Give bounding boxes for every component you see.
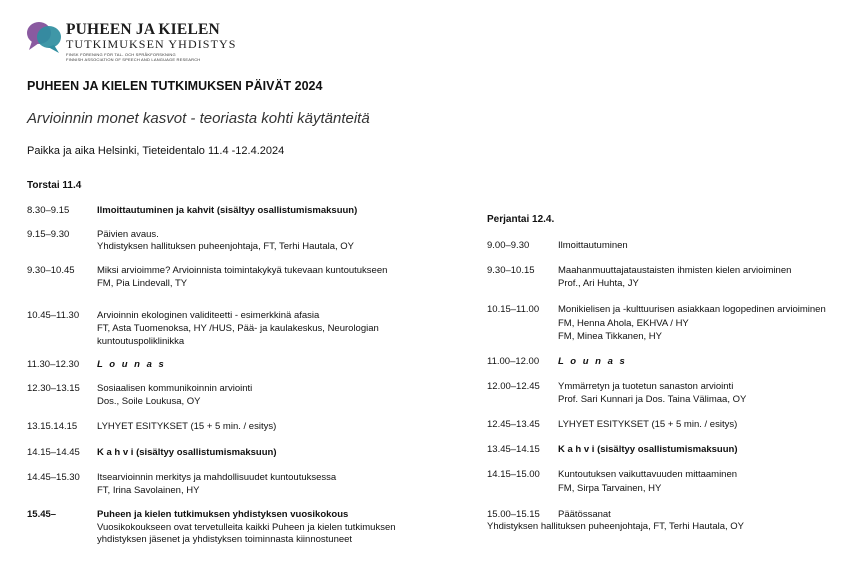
closing-note bbox=[487, 521, 744, 533]
row-text: FM, Pia Lindevall, TY bbox=[97, 278, 188, 289]
row-text: FM, Henna Ahola, EKHVA / HY bbox=[558, 318, 689, 329]
row-text: yhdistyksen jäsenet ja yhdistyksen toiminnasta kiinnostuneet bbox=[97, 534, 353, 545]
row-text: Päivien avaus. bbox=[97, 229, 159, 240]
closing-note-text: Yhdistyksen hallituksen puheenjohtaja, FT, Terhi Hautala, OY bbox=[487, 521, 745, 532]
row-text: FT, Asta Tuomenoksa, HY /HUS, Pää- ja kaulakeskus, Neurologian bbox=[97, 323, 379, 334]
row-time: 12.45–13.45 bbox=[487, 419, 540, 430]
row-time: 9.30–10.15 bbox=[487, 265, 535, 276]
row-time: 9.15–9.30 bbox=[27, 229, 70, 240]
row-text: L o u n a s bbox=[97, 359, 166, 370]
row-time: 12.00–12.45 bbox=[487, 381, 540, 392]
day2-title: Perjantai 12.4. bbox=[487, 214, 555, 225]
row-text: Ilmoittautuminen ja kahvit (sisältyy osallistumismaksuun) bbox=[97, 205, 358, 216]
row-time: 9.00–9.30 bbox=[487, 240, 530, 251]
row-time: 10.15–11.00 bbox=[487, 304, 540, 315]
row-text: Prof. Sari Kunnari ja Dos. Taina Välimaa, OY bbox=[558, 394, 747, 405]
row-text: Päätössanat bbox=[558, 509, 611, 520]
row-text: Ilmoittautuminen bbox=[558, 240, 628, 251]
row-text: Miksi arvioimme? Arvioinnista toimintakykyä tukevaan kuntoutukseen bbox=[97, 265, 388, 276]
row-time: 13.45–14.15 bbox=[487, 444, 540, 455]
place-and-time: Paikka ja aika Helsinki, Tieteidentalo 11.4 -12.4.2024 bbox=[27, 145, 285, 157]
logo-swedish-name: FINSK FÖRENING FÖR TAL- OCH SPRÅKFORSKNING bbox=[66, 52, 176, 57]
row-text: Maahanmuuttajataustaisten ihmisten kielen arvioiminen bbox=[558, 265, 792, 276]
row-time: 14.15–15.00 bbox=[487, 469, 540, 480]
row-text: K a h v i (sisältyy osallistumismaksuun) bbox=[558, 444, 738, 455]
row-text: Vuosikokoukseen ovat tervetulleita kaikki Puheen ja kielen tutkimuksen bbox=[97, 522, 396, 533]
row-text: FM, Minea Tikkanen, HY bbox=[558, 331, 663, 342]
row-text: Monikielisen ja -kulttuurisen asiakkaan logopedinen arvioiminen bbox=[558, 304, 826, 315]
row-time: 13.15.14.15 bbox=[27, 421, 78, 432]
row-text: Kuntoutuksen vaikuttavuuden mittaaminen bbox=[558, 469, 738, 480]
row-time: 11.30–12.30 bbox=[27, 359, 80, 370]
row-text: LYHYET ESITYKSET (15 + 5 min. / esitys) bbox=[558, 419, 738, 430]
row-text: Yhdistyksen hallituksen puheenjohtaja, FT, Terhi Hautala, OY bbox=[97, 241, 355, 252]
row-time: 10.45–11.30 bbox=[27, 310, 80, 321]
row-text: FT, Irina Savolainen, HY bbox=[97, 485, 200, 496]
row-text: L o u n a s bbox=[558, 356, 627, 367]
row-text: LYHYET ESITYKSET (15 + 5 min. / esitys) bbox=[97, 421, 277, 432]
row-text: Itsearvioinnin merkitys ja mahdollisuudet kuntoutuksessa bbox=[97, 472, 337, 483]
row-time: 8.30–9.15 bbox=[27, 205, 70, 216]
row-text: Puheen ja kielen tutkimuksen yhdistyksen vuosikokous bbox=[97, 509, 349, 520]
speech-bubbles-icon bbox=[26, 20, 64, 54]
row-time: 11.00–12.00 bbox=[487, 356, 540, 367]
row-text: Prof., Ari Huhta, JY bbox=[558, 278, 639, 289]
row-time: 14.15–14.45 bbox=[27, 447, 80, 458]
row-text: kuntoutuspoliklinikka bbox=[97, 336, 185, 347]
logo-subtitle: TUTKIMUKSEN YHDISTYS bbox=[66, 37, 237, 51]
row-time: 15.00–15.15 bbox=[487, 509, 540, 520]
row-time: 12.30–13.15 bbox=[27, 383, 80, 394]
page-heading: PUHEEN JA KIELEN TUTKIMUKSEN PÄIVÄT 2024 bbox=[27, 79, 323, 93]
logo-title: PUHEEN JA KIELEN bbox=[66, 21, 220, 38]
association-logo bbox=[26, 20, 237, 62]
logo-english-name: FINNISH ASSOCIATION OF SPEECH AND LANGUAGE RESEARCH bbox=[66, 57, 201, 62]
row-text: FM, Sirpa Tarvainen, HY bbox=[558, 483, 662, 494]
row-time: 15.45– bbox=[27, 509, 57, 520]
page-subtitle: Arvioinnin monet kasvot - teoriasta kohti käytänteitä bbox=[27, 110, 370, 127]
row-text: Sosiaalisen kommunikoinnin arviointi bbox=[97, 383, 253, 394]
row-text: Dos., Soile Loukusa, OY bbox=[97, 396, 201, 407]
row-text: Ymmärretyn ja tuotetun sanaston arviointi bbox=[558, 381, 734, 392]
row-time: 14.45–15.30 bbox=[27, 472, 80, 483]
row-text: Arvioinnin ekologinen validiteetti - esimerkkinä afasia bbox=[97, 310, 320, 321]
row-text: K a h v i (sisältyy osallistumismaksuun) bbox=[97, 447, 277, 458]
row-time: 9.30–10.45 bbox=[27, 265, 75, 276]
day1-title: Torstai 11.4 bbox=[27, 180, 82, 191]
